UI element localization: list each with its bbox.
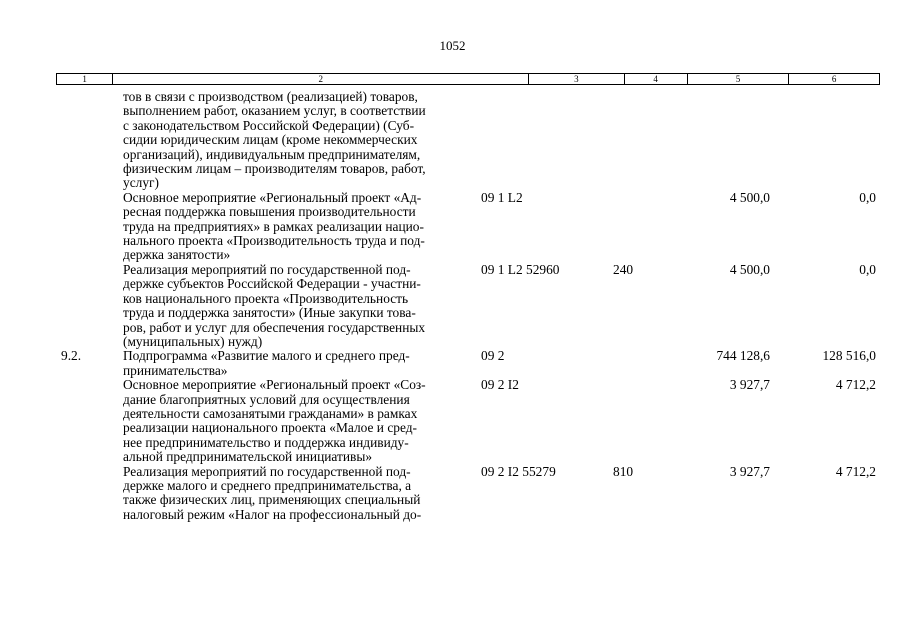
budget-code: 09 2: [481, 348, 505, 364]
table-row: [56, 349, 880, 378]
amount-column-6: 0,0: [859, 261, 876, 277]
table-row: [56, 191, 880, 263]
amount-column-5: 4 500,0: [729, 261, 770, 277]
expense-type-code: 240: [613, 261, 634, 277]
amount-column-5: 744 128,6: [716, 348, 770, 364]
row-description: [119, 191, 481, 263]
expense-type-code: [585, 90, 656, 191]
description-line: нального проекта «Производительность труда и под-: [123, 233, 425, 249]
expense-type-code: 810: [613, 463, 634, 479]
description-line: Подпрограмма «Развитие малого и среднего пред-: [123, 348, 410, 364]
description-line: тов в связи с производством (реализацией) товаров,: [123, 89, 418, 104]
description-line: ров, работ и услуг для обеспечения государственных: [123, 319, 426, 335]
description-line: сидии юридическим лицам (кроме некоммерческих: [123, 132, 418, 148]
description-line: физическим лицам – производителям товаров, работ,: [123, 161, 426, 177]
row-description: [119, 90, 481, 191]
table-row: [56, 378, 880, 464]
column-number-5: 5: [687, 74, 788, 84]
row-number: [56, 465, 119, 523]
amount-column-5: [656, 90, 770, 191]
row-number: [56, 378, 119, 464]
amount-column-6: 4 712,2: [835, 377, 876, 393]
description-line: реализации национального проекта «Малое и сред-: [123, 420, 417, 436]
description-line: нее предпринимательство и поддержка индивиду-: [123, 434, 409, 450]
description-line: держке субъектов Российской Федерации - участни-: [123, 276, 421, 292]
description-line: держке малого и среднего предпринимательства, а: [123, 477, 412, 493]
description-line: Реализация мероприятий по государственной под-: [123, 261, 411, 277]
table-column-numbers: [56, 73, 880, 85]
expense-type-code: [585, 191, 656, 263]
column-number-1: 1: [82, 74, 87, 84]
description-line: труда и поддержка занятости» (Иные закупки това-: [123, 305, 416, 321]
description-line: ков национального проекта «Производительность: [123, 290, 409, 306]
amount-column-6: 0,0: [859, 189, 876, 205]
row-number: 9.2.: [61, 348, 82, 364]
budget-code: 09 1 L2: [481, 189, 523, 205]
description-line: налоговый режим «Налог на профессиональный до-: [123, 506, 422, 522]
amount-column-5: 3 927,7: [729, 463, 770, 479]
column-number-2: 2: [112, 74, 528, 84]
amount-column-6: [770, 90, 876, 191]
budget-code: [481, 90, 585, 191]
description-line: дание благоприятных условий для осуществления: [123, 391, 410, 407]
description-line: альной предпринимательской инициативы»: [123, 449, 373, 465]
expense-type-code: [585, 349, 656, 378]
row-number: [56, 263, 119, 349]
description-line: с законодательством Российской Федерации) (Суб-: [123, 117, 415, 133]
row-number: [56, 191, 119, 263]
row-description: [119, 349, 481, 378]
row-description: [119, 263, 481, 349]
description-line: ресная поддержка повышения производительности: [123, 204, 416, 220]
description-line: (муниципальных) нужд): [123, 333, 263, 349]
row-description: [119, 378, 481, 464]
expense-type-code: [585, 378, 656, 464]
budget-table-body: [56, 90, 880, 522]
description-line: деятельности самозанятыми гражданами» в рамках: [123, 405, 418, 421]
description-line: организаций), индивидуальным предпринимателям,: [123, 146, 421, 162]
amount-column-6: 4 712,2: [835, 463, 876, 479]
table-row: [56, 263, 880, 349]
page-number: 1052: [439, 38, 466, 53]
row-number: [56, 90, 119, 191]
table-row: [56, 90, 880, 191]
description-line: принимательства»: [123, 362, 228, 378]
amount-column-6: 128 516,0: [822, 348, 876, 364]
description-line: Основное мероприятие «Региональный проект «Ад-: [123, 189, 422, 205]
table-row: [56, 465, 880, 523]
amount-column-5: 3 927,7: [729, 377, 770, 393]
description-line: также физических лиц, применяющих специальный: [123, 492, 421, 508]
row-description: [119, 465, 481, 523]
column-number-4: 4: [624, 74, 687, 84]
description-line: выполнением работ, оказанием услуг, в соответствии: [123, 103, 426, 119]
column-number-3: 3: [528, 74, 623, 84]
description-line: Реализация мероприятий по государственной под-: [123, 463, 411, 479]
description-line: держка занятости»: [123, 247, 231, 263]
amount-column-5: 4 500,0: [729, 189, 770, 205]
budget-code: 09 1 L2 52960: [481, 261, 560, 277]
budget-code: 09 2 I2 55279: [481, 463, 556, 479]
description-line: Основное мероприятие «Региональный проект «Соз-: [123, 377, 426, 393]
column-number-6: 6: [788, 74, 879, 84]
description-line: труда на предприятиях» в рамках реализации нацио-: [123, 218, 424, 234]
budget-code: 09 2 I2: [481, 377, 519, 393]
description-line: услуг): [123, 175, 159, 191]
